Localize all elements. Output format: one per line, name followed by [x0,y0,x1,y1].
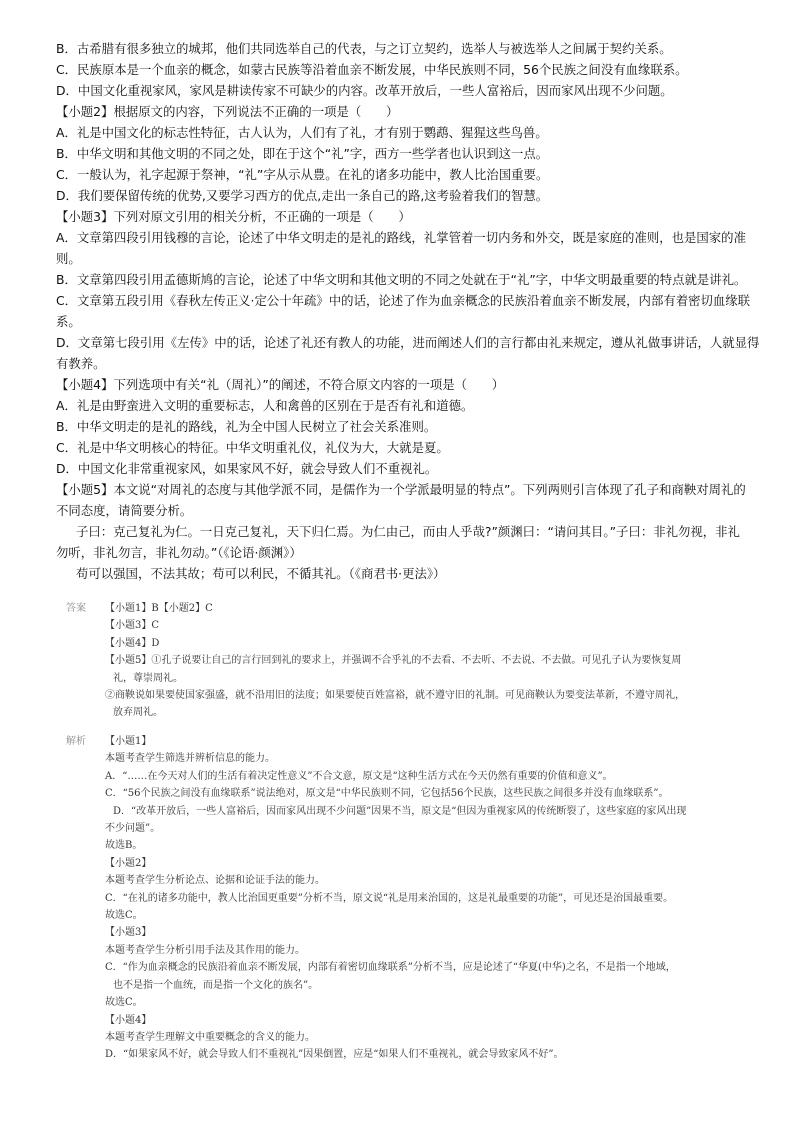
analysis-line: 故选C。 [105,997,143,1009]
question-line: 子曰：克己复礼为仁。一日克己复礼，天下归仁焉。为仁由己，而由人乎哉?”颜渊曰：“请问其目。”子曰：非礼勿视，非礼 [76,524,740,539]
analysis-line: D．“如果家风不好，就会导致人们不重视礼”因果倒置，应是“如果人们不重视礼，就会导致家风不好”。 [105,1049,564,1061]
question-line: C．一般认为，礼字起源于祭神，“礼”字从示从豊。在礼的诸多功能中，教人比治国重要。 [56,167,549,182]
question-line: A．礼是中国文化的标志性特征，古人认为，人们有了礼，才有别于鹦鹉、猩猩这些鸟兽。 [56,125,548,140]
question-line: D．中国文化重视家风，家风是耕读传家不可缺少的内容。改革开放后，一些人富裕后，因而家风出现不少问题。 [56,83,673,98]
question-line: C．文章第五段引用《春秋左传正义·定公十年疏》中的话，论述了作为血亲概念的民族沿着血亲不断发展，内部有着密切血缘联 [56,293,751,308]
question-line: D．我们要保留传统的优势,又要学习西方的优点,走出一条自己的路,这考验着我们的智慧。 [56,188,549,203]
question-line: B．中华文明走的是礼的路线，礼为全中国人民树立了社会关系准则。 [56,419,437,434]
question-line: 【小题3】下列对原文引用的相关分析，不正确的一项是（ ） [56,209,411,224]
answer-line: 放弃周礼。 [113,707,163,719]
analysis-line: D．“改革开放后，一些人富裕后，因而家风出现不少问题”因果不当，原文是“但因为重视家风的传统断裂了，这些家庭的家风出现 [113,805,687,817]
question-line: 不同态度，请简要分析。 [56,503,193,518]
answer-line: ②商鞅说如果要使国家强盛，就不沿用旧的法度；如果要使百姓富裕，就不遵守旧的礼制。可见商鞅认为要变法革新，不遵守周礼， [105,690,685,702]
analysis-line: 本题考查学生筛选并辨析信息的能力。 [105,753,275,765]
question-section [56,38,760,584]
analysis-line: 【小题1】 [105,736,152,747]
analysis-line: 本题考查学生分析论点、论据和论证手法的能力。 [105,875,325,887]
answer-line: 【小题3】C [105,620,160,632]
question-line: 【小题4】下列选项中有关“礼（周礼）”的阐述，不符合原文内容的一项是（ ） [56,377,505,392]
answer-label: 答案 [66,603,86,614]
answer-line: 【小题4】D [105,637,160,649]
question-line: A．文章第四段引用钱穆的言论，论述了中华文明走的是礼的路线，礼掌管着一切内务和外交，既是家庭的准则，也是国家的准 [56,230,746,245]
analysis-body [105,733,746,1064]
question-line: D．中国文化非常重视家风，如果家风不好，就会导致人们不重视礼。 [56,461,438,476]
answer-line: 【小题5】①孔子说要让自己的言行回到礼的要求上，并强调不合乎礼的不去看、不去听、不去说、不去做。可见孔子认为要恢复周 [105,655,682,667]
question-line: 则。 [56,251,81,266]
analysis-line: 本题考查学生分析引用手法及其作用的能力。 [105,944,305,956]
analysis-line: 【小题4】 [105,1014,152,1026]
analysis-line: 故选C。 [105,910,143,922]
analysis-line: C．“56个民族之间没有血缘联系”说法绝对，原文是“中华民族则不同，它包括56个民族，这些民族之间很多并没有血缘联系”。 [105,788,669,800]
question-line: C．民族原本是一个血亲的概念，如蒙古民族等沿着血亲不断发展，中华民族则不同，56个民族之间没有血缘联系。 [56,62,688,77]
analysis-section [56,733,746,1064]
question-line: C．礼是中华文明核心的特征。中华文明重礼仪，礼仪为大，大就是夏。 [56,440,449,455]
answer-line: 礼，尊崇周礼。 [113,672,183,684]
question-line: B．古希腊有很多独立的城邦，他们共同选举自己的代表，与之订立契约，选举人与被选举人之间属于契约关系。 [56,41,672,56]
question-line: B．文章第四段引用孟德斯鸠的言论，论述了中华文明和其他文明的不同之处就在于“礼”字，中华文明最重要的特点就是讲礼。 [56,272,747,287]
question-line: 勿听，非礼勿言，非礼勿动。”（《论语·颜渊》） [56,545,302,560]
answer-body [105,600,746,722]
question-line: B．中华文明和其他文明的不同之处，即在于这个“礼”字，西方一些学者也认识到这一点。 [56,146,549,161]
question-line: 【小题2】根据原文的内容，下列说法不正确的一项是（ ） [56,104,399,119]
answer-section [56,600,746,722]
analysis-line: 不少问题”。 [105,823,161,835]
analysis-line: 故选B。 [105,840,143,852]
answer-line: 【小题1】B【小题2】C [105,603,213,614]
analysis-line: C．“在礼的诸多功能中，教人比治国更重要”分析不当，原文说“礼是用来治国的，这是礼最重要的功能”，可见还是治国最重要。 [105,892,674,904]
question-line: D．文章第七段引用《左传》中的话，论述了礼还有教人的功能，进而阐述人们的言行都由礼来规定，遵从礼做事讲话，人就显得 [56,335,760,350]
analysis-line: 也不是指一个血统，而是指一个文化的族名”。 [113,979,319,991]
analysis-line: 【小题2】 [105,857,152,869]
question-line: A．礼是由野蛮进入文明的重要标志，人和禽兽的区别在于是否有礼和道德。 [56,398,474,413]
analysis-line: A．“……在今天对人们的生活有着决定性意义”不合文意，原文是“这种生活方式在今天仍然有重要的价值和意义”。 [105,770,613,782]
question-line: 系。 [56,314,81,329]
analysis-line: 【小题3】 [105,927,152,939]
analysis-line: 本题考查学生理解文中重要概念的含义的能力。 [105,1031,315,1043]
question-line: 有教养。 [56,356,106,371]
analysis-label: 解析 [66,736,86,747]
question-line: 苟可以强国，不法其故；苟可以利民，不循其礼。（《商君书·更法》） [76,566,446,581]
question-line: 【小题5】本文说“对周礼的态度与其他学派不同，是儒作为一个学派最明显的特点”。下列两则引言体现了孔子和商鞅对周礼的 [56,482,746,497]
analysis-line: C．“作为血亲概念的民族沿着血亲不断发展，内部有着密切血缘联系”分析不当，应是论述了“华夏(中华)之名，不是指一个地域， [105,962,676,974]
